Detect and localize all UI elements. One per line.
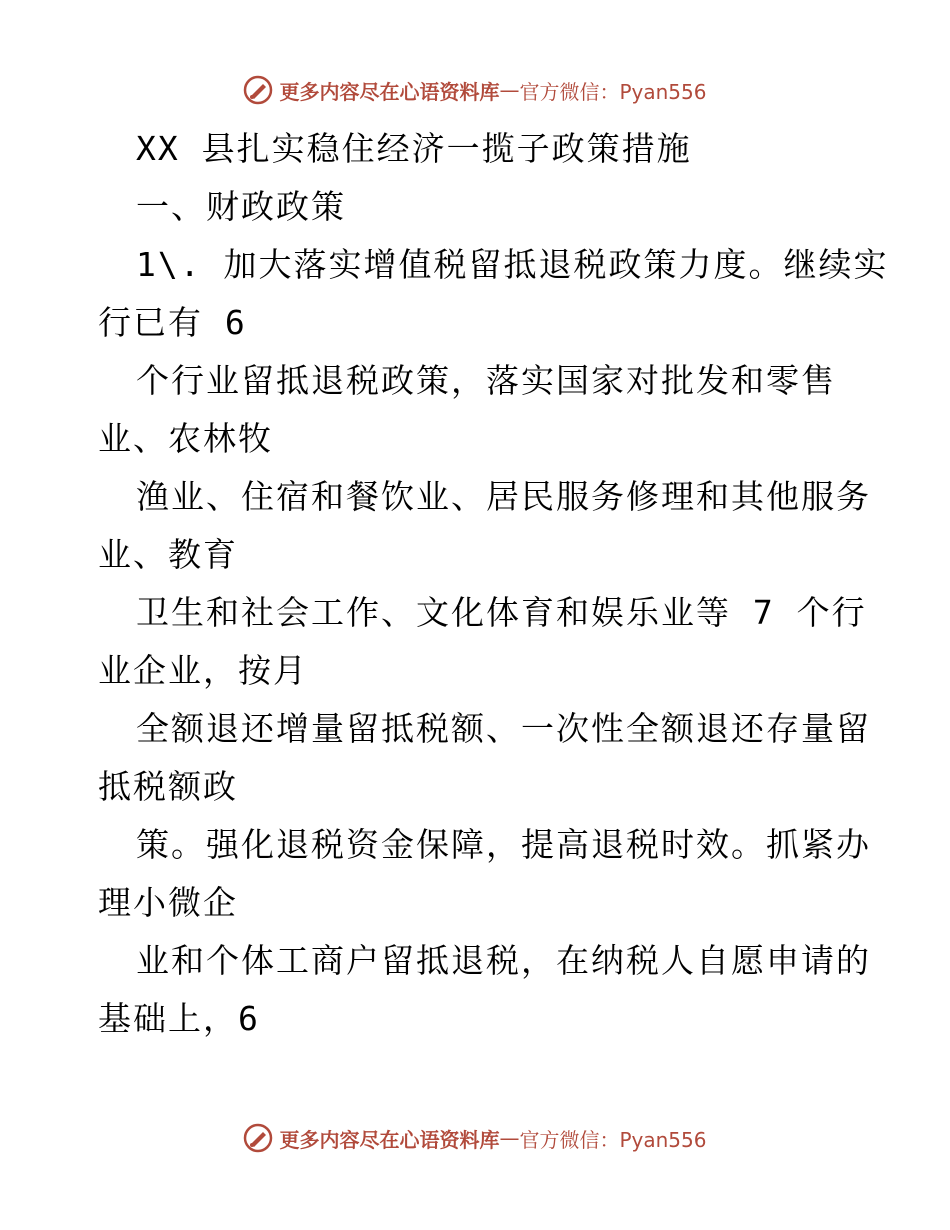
- banner-sub-text: 官方微信：Pyan556: [519, 79, 707, 104]
- document-body: [98, 120, 889, 1048]
- paragraph-line: 策。强化退税资金保障，提高退税时效。抓紧办: [136, 825, 871, 864]
- paragraph-line: 行已有 6: [98, 303, 247, 342]
- paragraph-line: 基础上，6: [98, 999, 260, 1038]
- banner-main-text: 更多内容尽在心语资料库: [279, 79, 500, 104]
- banner-dash: —: [499, 78, 520, 102]
- footer-banner: [0, 1118, 950, 1158]
- paragraph-line: 业和个体工商户留抵退税，在纳税人自愿申请的: [136, 941, 871, 980]
- banner-main-text: 更多内容尽在心语资料库: [279, 1127, 500, 1152]
- paragraph-line: 个行业留抵退税政策，落实国家对批发和零售: [136, 361, 836, 400]
- pen-logo-icon: [243, 75, 273, 105]
- pen-logo-icon: [243, 1123, 273, 1153]
- paragraph-line: 渔业、住宿和餐饮业、居民服务修理和其他服务: [136, 477, 871, 516]
- paragraph-line: 业、农林牧: [98, 419, 273, 458]
- banner-sub-text: 官方微信：Pyan556: [519, 1127, 707, 1152]
- paragraph-line: 1\. 加大落实增值税留抵退税政策力度。继续实: [136, 245, 889, 284]
- paragraph-line: 业、教育: [98, 535, 238, 574]
- paragraph-line: 理小微企: [98, 883, 238, 922]
- paragraph-line: 业企业，按月: [98, 651, 308, 690]
- document-title: XX 县扎实稳住经济一揽子政策措施: [136, 129, 692, 168]
- paragraph-line: 抵税额政: [98, 767, 238, 806]
- banner-dash: —: [499, 1126, 520, 1150]
- paragraph-line: 卫生和社会工作、文化体育和娱乐业等 7 个行: [136, 593, 867, 632]
- section-heading: 一、财政政策: [136, 187, 346, 226]
- paragraph-line: 全额退还增量留抵税额、一次性全额退还存量留: [136, 709, 871, 748]
- header-banner: [0, 70, 950, 110]
